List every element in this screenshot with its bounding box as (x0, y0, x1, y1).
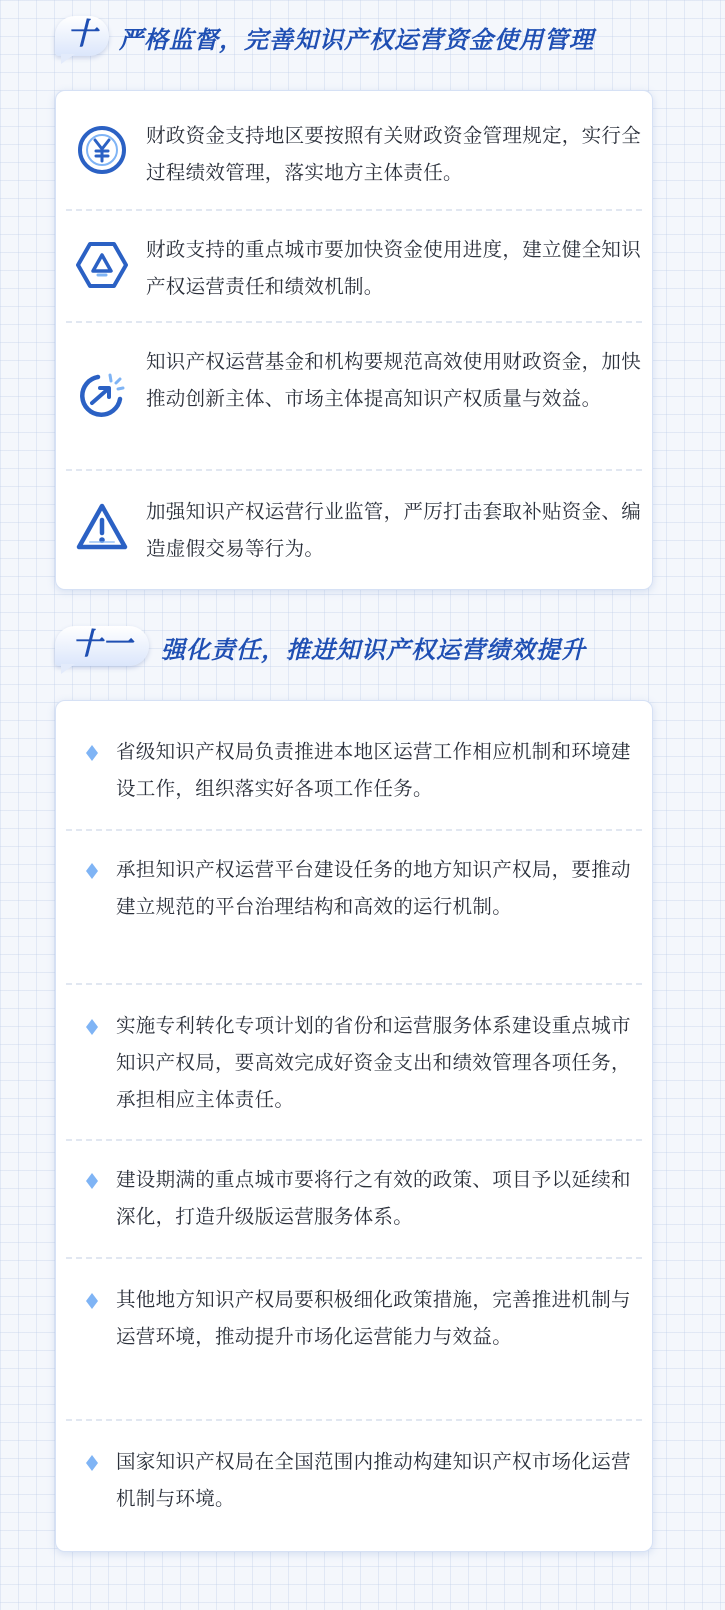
section-10-title: 严格监督，完善知识产权运营资金使用管理 (119, 26, 594, 54)
section-10-number-badge: 十 (55, 16, 109, 56)
item-text: 其他地方知识产权局要积极细化政策措施，完善推进机制与运营环境，推动提升市场化运营能力与效益。 (116, 1288, 631, 1348)
yuan-coin-icon (76, 124, 128, 176)
diamond-bullet-icon (86, 1455, 98, 1471)
list-item (56, 1419, 652, 1551)
item-text: 承担知识产权运营平台建设任务的地方知识产权局，要推动建立规范的平台治理结构和高效的运行机制。 (116, 858, 631, 918)
section-10-header (55, 16, 665, 66)
item-text: 实施专利转化专项计划的省份和运营服务体系建设重点城市知识产权局，要高效完成好资金支出和绩效管理各项任务，承担相应主体责任。 (116, 1014, 631, 1111)
list-item (56, 91, 652, 209)
list-item (56, 321, 652, 469)
section-11-number-badge: 十一 (55, 626, 149, 666)
diamond-bullet-icon (86, 1019, 98, 1035)
item-text: 知识产权运营基金和机构要规范高效使用财政资金，加快推动创新主体、市场主体提高知识产权质量与效益。 (146, 350, 642, 410)
section-11-title: 强化责任，推进知识产权运营绩效提升 (161, 636, 586, 664)
list-item (56, 209, 652, 321)
list-item (56, 701, 652, 829)
section-10-card (55, 90, 653, 590)
diamond-bullet-icon (86, 1293, 98, 1309)
diamond-bullet-icon (86, 745, 98, 761)
item-text: 国家知识产权局在全国范围内推动构建知识产权市场化运营机制与环境。 (116, 1450, 631, 1510)
list-item (56, 469, 652, 589)
section-11-card (55, 700, 653, 1552)
item-text: 加强知识产权运营行业监管，严厉打击套取补贴资金、编造虚假交易等行为。 (146, 500, 642, 560)
item-text: 建设期满的重点城市要将行之有效的政策、项目予以延续和深化，打造升级版运营服务体系。 (116, 1168, 631, 1228)
list-item (56, 829, 652, 983)
section-11-header (55, 626, 665, 676)
rising-arrow-icon (76, 369, 128, 421)
item-text: 省级知识产权局负责推进本地区运营工作相应机制和环境建设工作，组织落实好各项工作任务。 (116, 740, 631, 800)
list-item (56, 983, 652, 1139)
list-item (56, 1139, 652, 1257)
item-text: 财政资金支持地区要按照有关财政资金管理规定，实行全过程绩效管理，落实地方主体责任。 (146, 124, 642, 184)
list-item (56, 1257, 652, 1419)
warning-triangle-icon (76, 501, 128, 553)
hexagon-triangle-icon (76, 239, 128, 291)
item-text: 财政支持的重点城市要加快资金使用进度，建立健全知识产权运营责任和绩效机制。 (146, 238, 642, 298)
diamond-bullet-icon (86, 863, 98, 879)
diamond-bullet-icon (86, 1173, 98, 1189)
